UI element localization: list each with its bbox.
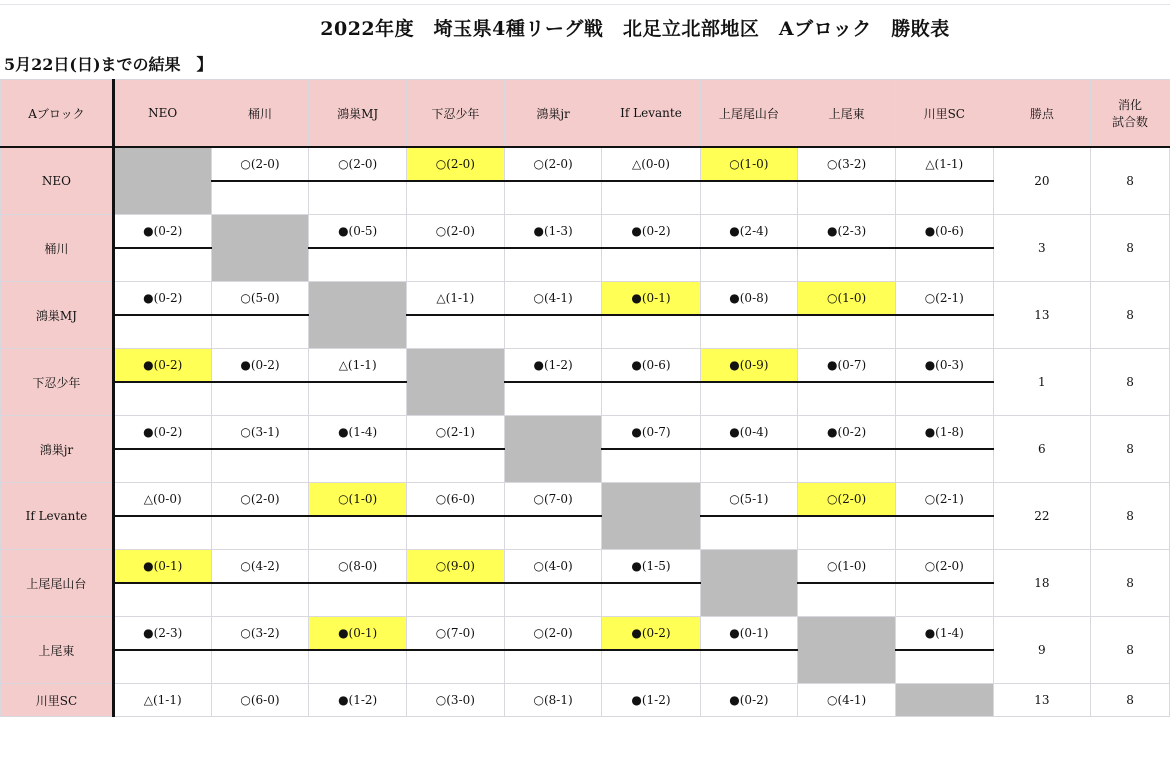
match-result: ●(2-3) xyxy=(798,215,896,249)
match-result: ●(1-4) xyxy=(309,416,407,450)
blank-cell xyxy=(798,583,896,617)
match-result: ○(1-0) xyxy=(700,147,798,181)
match-result: ○(2-0) xyxy=(895,550,993,584)
blank-cell xyxy=(113,650,211,684)
match-result: △(0-0) xyxy=(602,147,700,181)
blank-cell xyxy=(309,382,407,416)
table-row xyxy=(1,215,1170,249)
self-match-cell xyxy=(113,147,211,215)
match-result: ●(0-1) xyxy=(309,617,407,651)
points-value: 22 xyxy=(993,483,1091,550)
played-value: 8 xyxy=(1091,550,1170,617)
blank-cell xyxy=(211,315,309,349)
table-row xyxy=(1,483,1170,517)
match-result: ○(1-0) xyxy=(798,550,896,584)
blank-cell xyxy=(309,181,407,215)
blank-cell xyxy=(700,248,798,282)
match-result: ○(7-0) xyxy=(504,483,602,517)
match-result: ●(0-9) xyxy=(700,349,798,383)
blank-cell xyxy=(113,248,211,282)
match-result: ○(5-0) xyxy=(211,282,309,316)
points-value: 9 xyxy=(993,617,1091,684)
header-team: 下忍少年 xyxy=(407,80,505,148)
match-result: △(1-1) xyxy=(407,282,505,316)
blank-cell xyxy=(113,382,211,416)
match-result: ○(2-0) xyxy=(798,483,896,517)
blank-cell xyxy=(309,650,407,684)
match-result: ○(8-0) xyxy=(309,550,407,584)
row-team-name: 桶川 xyxy=(1,215,114,282)
match-result: ○(5-1) xyxy=(700,483,798,517)
match-result: ○(2-0) xyxy=(407,215,505,249)
blank-cell xyxy=(798,181,896,215)
row-team-name: 上尾東 xyxy=(1,617,114,684)
header-team: 桶川 xyxy=(211,80,309,148)
header-team: 川里SC xyxy=(895,80,993,148)
match-result: ○(8-1) xyxy=(504,684,602,717)
header-team: 上尾東 xyxy=(798,80,896,148)
blank-cell xyxy=(798,315,896,349)
match-result: ○(2-0) xyxy=(211,483,309,517)
match-result: ●(0-5) xyxy=(309,215,407,249)
match-result: ●(0-2) xyxy=(602,617,700,651)
header-row xyxy=(1,80,1170,148)
blank-cell xyxy=(602,583,700,617)
self-match-cell xyxy=(504,416,602,483)
match-result: ●(0-2) xyxy=(602,215,700,249)
top-rule xyxy=(0,4,1170,5)
match-result: ●(0-6) xyxy=(895,215,993,249)
match-result: △(1-1) xyxy=(113,684,211,717)
blank-cell xyxy=(602,650,700,684)
match-result: ○(2-0) xyxy=(504,617,602,651)
blank-cell xyxy=(798,516,896,550)
header-points: 勝点 xyxy=(993,80,1091,148)
points-value: 13 xyxy=(993,684,1091,717)
blank-cell xyxy=(895,449,993,483)
blank-cell xyxy=(113,449,211,483)
match-result: ○(6-0) xyxy=(211,684,309,717)
blank-cell xyxy=(895,382,993,416)
match-result: ●(1-8) xyxy=(895,416,993,450)
blank-cell xyxy=(309,516,407,550)
played-value: 8 xyxy=(1091,282,1170,349)
blank-cell xyxy=(504,181,602,215)
match-result: △(0-0) xyxy=(113,483,211,517)
match-result: ○(2-0) xyxy=(309,147,407,181)
match-result: ●(1-2) xyxy=(504,349,602,383)
match-result: ○(3-1) xyxy=(211,416,309,450)
blank-cell xyxy=(113,315,211,349)
header-team: 鴻巣jr xyxy=(504,80,602,148)
table-row xyxy=(1,617,1170,651)
blank-cell xyxy=(602,449,700,483)
played-value: 8 xyxy=(1091,617,1170,684)
blank-cell xyxy=(504,650,602,684)
played-value: 8 xyxy=(1091,483,1170,550)
played-value: 8 xyxy=(1091,684,1170,717)
match-result: ○(2-0) xyxy=(407,147,505,181)
header-corner: Aブロック xyxy=(1,80,114,148)
self-match-cell xyxy=(309,282,407,349)
blank-cell xyxy=(895,181,993,215)
match-result: ○(4-0) xyxy=(504,550,602,584)
row-team-name: 鴻巣jr xyxy=(1,416,114,483)
row-team-name: If Levante xyxy=(1,483,114,550)
row-team-name: 鴻巣MJ xyxy=(1,282,114,349)
match-result: ○(1-0) xyxy=(309,483,407,517)
header-team: NEO xyxy=(113,80,211,148)
blank-cell xyxy=(700,315,798,349)
table-row xyxy=(1,282,1170,316)
header-team: 上尾尾山台 xyxy=(700,80,798,148)
match-result: ●(1-2) xyxy=(602,684,700,717)
match-result: ●(0-1) xyxy=(700,617,798,651)
row-team-name: NEO xyxy=(1,147,114,215)
match-result: ○(6-0) xyxy=(407,483,505,517)
blank-cell xyxy=(211,382,309,416)
match-result: ○(3-0) xyxy=(407,684,505,717)
match-result: ○(2-0) xyxy=(504,147,602,181)
row-team-name: 下忍少年 xyxy=(1,349,114,416)
match-result: ●(0-2) xyxy=(211,349,309,383)
self-match-cell xyxy=(700,550,798,617)
match-result: ●(2-3) xyxy=(113,617,211,651)
blank-cell xyxy=(407,650,505,684)
blank-cell xyxy=(602,181,700,215)
blank-cell xyxy=(504,382,602,416)
blank-cell xyxy=(211,650,309,684)
blank-cell xyxy=(407,449,505,483)
blank-cell xyxy=(211,181,309,215)
blank-cell xyxy=(895,315,993,349)
match-result: ○(2-1) xyxy=(895,282,993,316)
played-value: 8 xyxy=(1091,416,1170,483)
played-value: 8 xyxy=(1091,147,1170,215)
blank-cell xyxy=(504,315,602,349)
match-result: ●(0-2) xyxy=(113,215,211,249)
match-result: ●(0-2) xyxy=(113,282,211,316)
match-result: ●(1-5) xyxy=(602,550,700,584)
blank-cell xyxy=(895,248,993,282)
blank-cell xyxy=(798,449,896,483)
results-date-label: 5月22日(日)までの結果 】 xyxy=(4,55,213,74)
match-result: ●(0-6) xyxy=(602,349,700,383)
match-result: ○(3-2) xyxy=(798,147,896,181)
table-row xyxy=(1,147,1170,181)
blank-cell xyxy=(895,516,993,550)
self-match-cell xyxy=(602,483,700,550)
blank-cell xyxy=(602,382,700,416)
header-team: If Levante xyxy=(602,80,700,148)
match-result: ●(0-7) xyxy=(602,416,700,450)
blank-cell xyxy=(895,583,993,617)
match-result: ●(0-2) xyxy=(113,349,211,383)
row-team-name: 川里SC xyxy=(1,684,114,717)
blank-cell xyxy=(211,583,309,617)
match-result: ○(2-0) xyxy=(211,147,309,181)
match-result: ●(0-1) xyxy=(113,550,211,584)
match-result: ●(0-3) xyxy=(895,349,993,383)
points-value: 1 xyxy=(993,349,1091,416)
match-result: ●(1-4) xyxy=(895,617,993,651)
blank-cell xyxy=(504,583,602,617)
blank-cell xyxy=(700,382,798,416)
points-value: 20 xyxy=(993,147,1091,215)
match-result: ●(0-2) xyxy=(113,416,211,450)
blank-cell xyxy=(895,650,993,684)
blank-cell xyxy=(211,449,309,483)
match-result: △(1-1) xyxy=(895,147,993,181)
blank-cell xyxy=(700,516,798,550)
table-row xyxy=(1,684,1170,717)
points-value: 18 xyxy=(993,550,1091,617)
blank-cell xyxy=(700,650,798,684)
played-value: 8 xyxy=(1091,349,1170,416)
blank-cell xyxy=(798,248,896,282)
blank-cell xyxy=(407,516,505,550)
match-result: ○(4-1) xyxy=(798,684,896,717)
played-value: 8 xyxy=(1091,215,1170,282)
blank-cell xyxy=(309,248,407,282)
table-row xyxy=(1,349,1170,383)
points-value: 3 xyxy=(993,215,1091,282)
match-result: ●(0-2) xyxy=(798,416,896,450)
blank-cell xyxy=(700,181,798,215)
blank-cell xyxy=(504,248,602,282)
match-result: ●(0-8) xyxy=(700,282,798,316)
match-result: ○(4-1) xyxy=(504,282,602,316)
blank-cell xyxy=(504,516,602,550)
blank-cell xyxy=(309,583,407,617)
blank-cell xyxy=(407,315,505,349)
points-value: 13 xyxy=(993,282,1091,349)
match-result: ○(3-2) xyxy=(211,617,309,651)
match-result: ●(2-4) xyxy=(700,215,798,249)
self-match-cell xyxy=(407,349,505,416)
match-result: ○(9-0) xyxy=(407,550,505,584)
match-result: ○(4-2) xyxy=(211,550,309,584)
blank-cell xyxy=(407,248,505,282)
blank-cell xyxy=(602,315,700,349)
match-result: ●(0-1) xyxy=(602,282,700,316)
match-result: ○(7-0) xyxy=(407,617,505,651)
table-row xyxy=(1,550,1170,584)
match-result: ○(1-0) xyxy=(798,282,896,316)
row-team-name: 上尾尾山台 xyxy=(1,550,114,617)
match-result: ●(1-2) xyxy=(309,684,407,717)
header-team: 鴻巣MJ xyxy=(309,80,407,148)
match-result: ●(1-3) xyxy=(504,215,602,249)
match-result: △(1-1) xyxy=(309,349,407,383)
self-match-cell xyxy=(798,617,896,684)
blank-cell xyxy=(211,516,309,550)
table-row xyxy=(1,416,1170,450)
blank-cell xyxy=(113,583,211,617)
points-value: 6 xyxy=(993,416,1091,483)
match-result: ○(2-1) xyxy=(895,483,993,517)
self-match-cell xyxy=(895,684,993,717)
blank-cell xyxy=(798,382,896,416)
match-result: ●(0-4) xyxy=(700,416,798,450)
page-title: 2022年度 埼玉県4種リーグ戦 北足立北部地区 Aブロック 勝敗表 xyxy=(320,18,950,40)
blank-cell xyxy=(602,248,700,282)
standings-table xyxy=(0,79,1170,717)
blank-cell xyxy=(113,516,211,550)
blank-cell xyxy=(407,583,505,617)
blank-cell xyxy=(700,449,798,483)
blank-cell xyxy=(309,449,407,483)
header-played: 消化 試合数 xyxy=(1091,80,1170,148)
match-result: ○(2-1) xyxy=(407,416,505,450)
match-result: ●(0-2) xyxy=(700,684,798,717)
match-result: ●(0-7) xyxy=(798,349,896,383)
blank-cell xyxy=(407,181,505,215)
self-match-cell xyxy=(211,215,309,282)
